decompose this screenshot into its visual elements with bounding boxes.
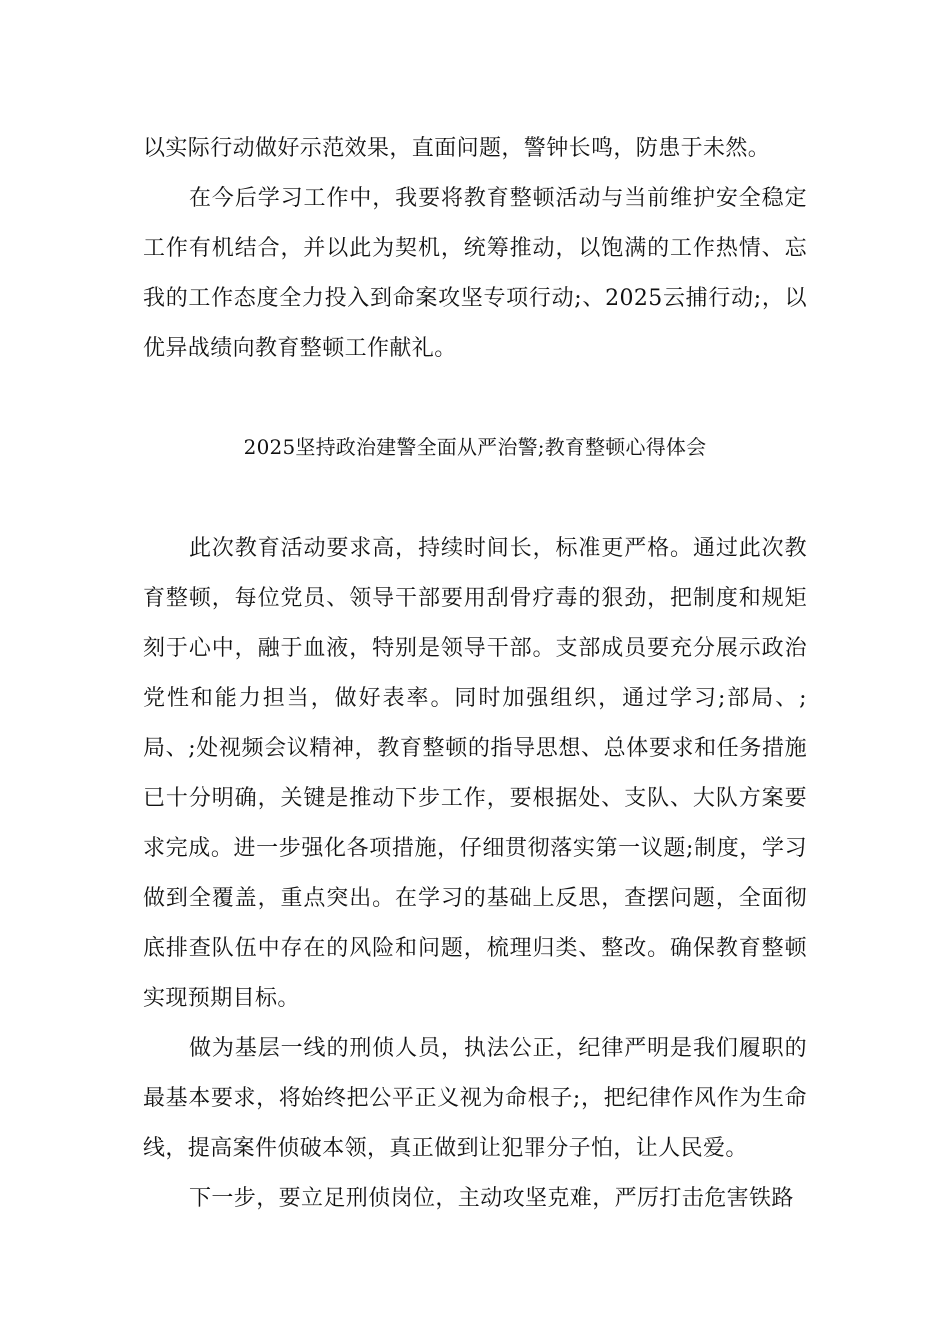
paragraph-5: 下一步，要立足刑侦岗位，主动攻坚克难，严厉打击危害铁路 — [189, 1186, 794, 1211]
paragraph-4: 做为基层一线的刑侦人员，执法公正，纪律严明是我们履职的最基本要求，将始终把公平正义视为命根子;，把纪律作风作为生命线，提高案件侦破本领，真正做到让犯罪分子怕，让人民爱。 — [143, 1036, 807, 1161]
section-heading: 2025坚持政治建警全面从严治警;教育整顿心得体会 — [243, 435, 707, 459]
paragraph-3: 此次教育活动要求高，持续时间长，标准更严格。通过此次教育整顿，每位党员、领导干部要用刮骨疗毒的狠劲，把制度和规矩刻于心中，融于血液，特别是领导干部。支部成员要充分展示政治党性和能力担当，做好表率。同时加强组织，通过学习;部局、;局、;处视频会议精神，教育整顿的指导思想、总体要求和任务措施已十分明确，关键是推动下步工作，要根据处、支队、大队方案要求完成。进一步强化各项措施，仔细贯彻落实第一议题;制度，学习做到全覆盖，重点突出。在学习的基础上反思，查摆问题，全面彻底排查队伍中存在的风险和问题，梳理归类、整改。确保教育整顿实现预期目标。 — [143, 536, 807, 1011]
paragraph-1: 以实际行动做好示范效果，直面问题，警钟长鸣，防患于未然。 — [143, 136, 771, 161]
paragraph-2: 在今后学习工作中，我要将教育整顿活动与当前维护安全稳定工作有机结合，并以此为契机，统筹推动，以饱满的工作热情、忘我的工作态度全力投入到命案攻坚专项行动;、2025云捕行动;，以优异战绩向教育整顿工作献礼。 — [143, 186, 807, 361]
